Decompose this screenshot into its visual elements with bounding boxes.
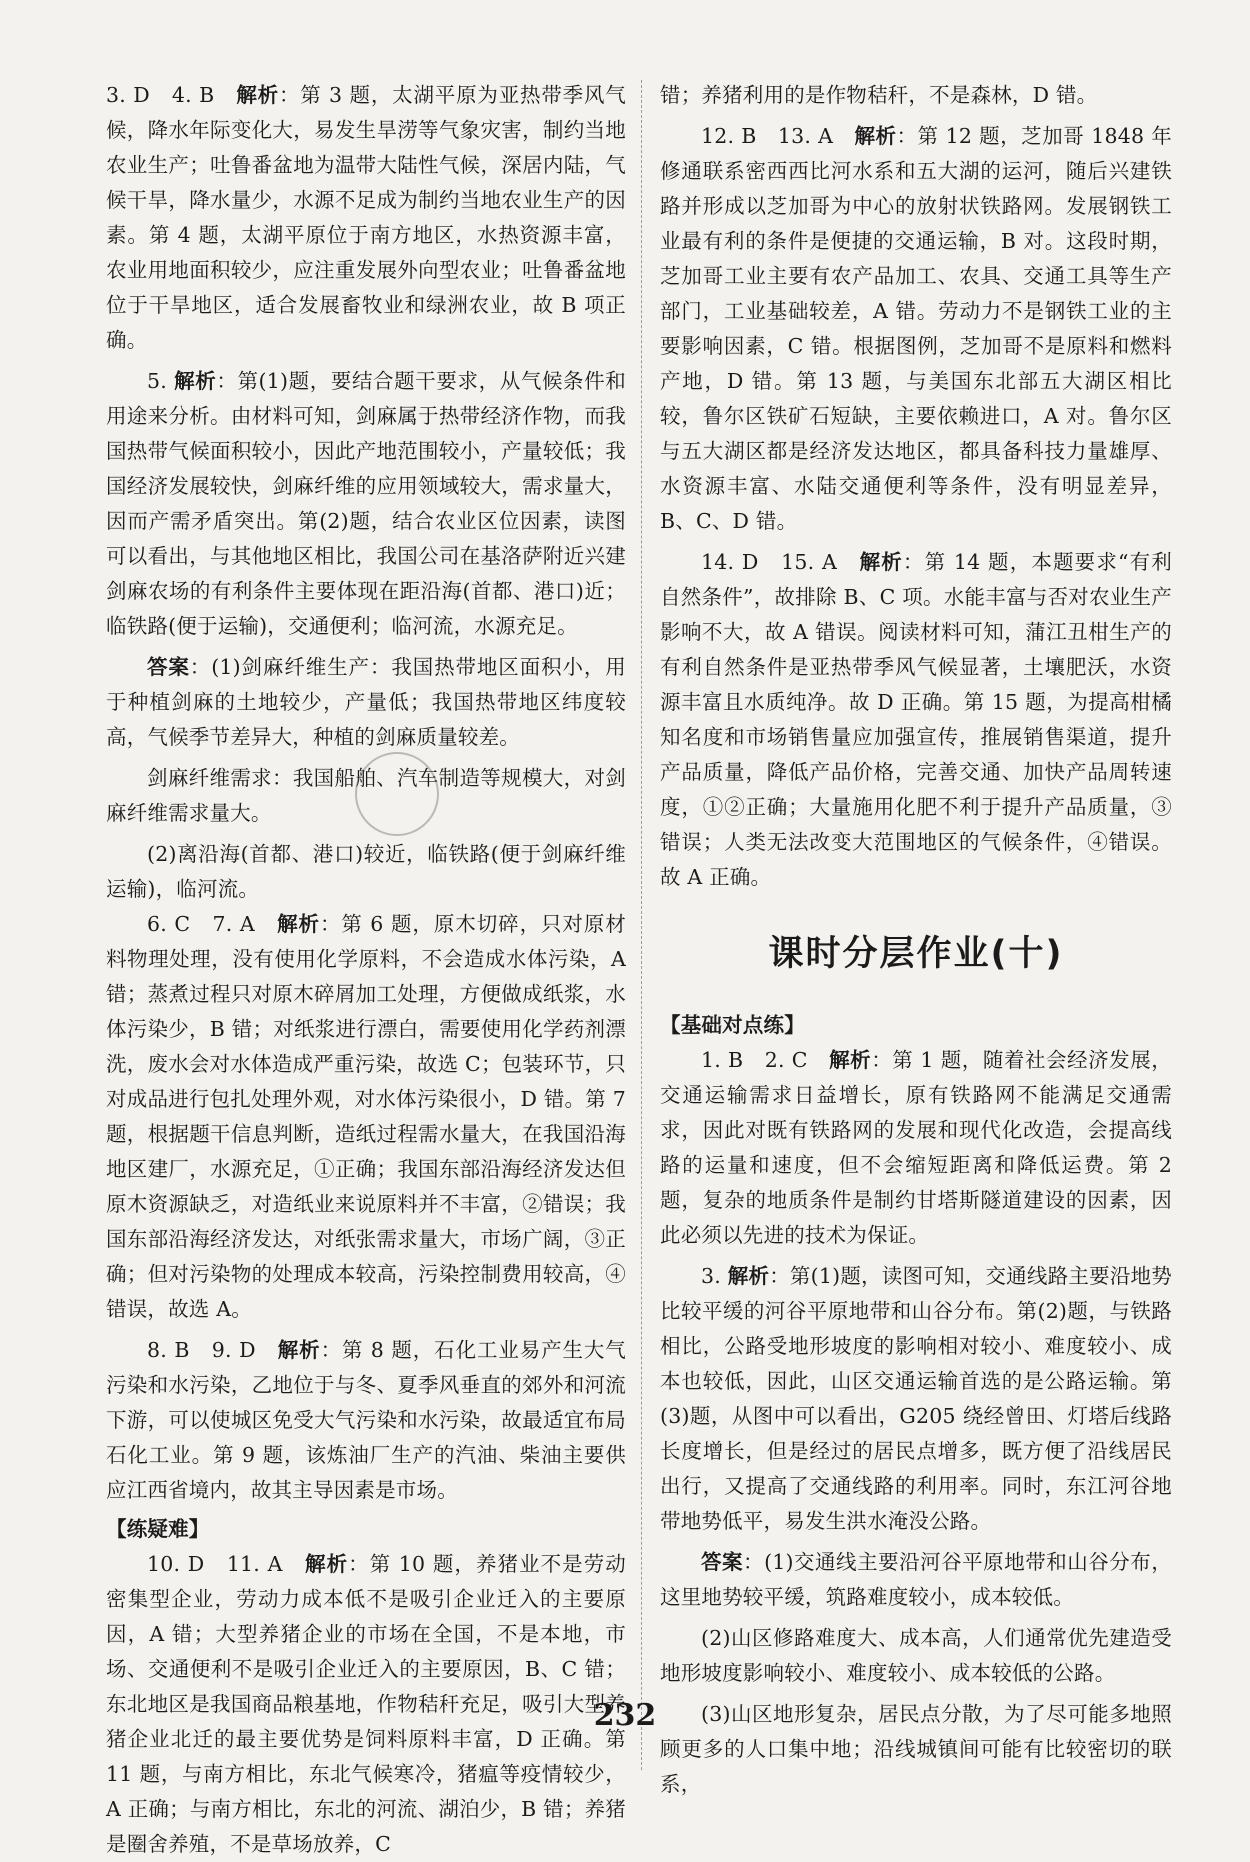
answer-q5-key-line2: 剑麻纤维需求：我国船舶、汽车制造等规模大，对剑麻纤维需求量大。 [106, 766, 626, 825]
right-column [660, 78, 1172, 1802]
answer-q5-key-line3: (2)离沿海(首都、港口)较近，临铁路(便于剑麻纤维运输)，临河流。 [106, 842, 626, 901]
answer-q6-7: 6. C 7. A 解析：第 6 题，原木切碎，只对原材料物理处理，没有使用化学原料，不会造成水体污染，A 错；蒸煮过程只对原木碎屑加工处理，方便做成纸浆，水体污染少，B 错；对纸浆进行漂白，需要使用化学药剂漂洗，废水会对水体造成严重污染，故选 C；包装环节，只对成品进行包扎处理外观，对水体污染很小，D 错。第 7 题，根据题干信息判断，造纸过程需水量大，在我国沿海地区建厂，水源充足，①正确；我国东部沿海经济发达但原木资源缺乏，对造纸业来说原料并不丰富，②错误；我国东部沿海经济发达，对纸张需求量大，市场广阔，③正确；但对污染物的处理成本较高，污染控制费用较高，④错误，故选 A。 [106, 912, 627, 1321]
watermark-left [330, 1180, 478, 1272]
left-column [106, 78, 626, 1862]
column-divider [641, 80, 642, 1770]
page-number: 232 [593, 1698, 657, 1733]
answer-q3-4: 3. D 4. B 解析：第 3 题，太湖平原为亚热带季风气候，降水年际变化大，易发生旱涝等气象灾害，制约当地农业生产；吐鲁番盆地为温带大陆性气候，深居内陆，气候干旱，降水量少，水源不足成为制约当地农业生产的因素。第 4 题，太湖平原位于南方地区，水热资源丰富，农业用地面积较少，应注重发展外向型农业；吐鲁番盆地位于干旱地区，适合发展畜牧业和绿洲农业，故 B 项正确。 [106, 83, 626, 352]
section-tag-basic: 【基础对点练】 [660, 1013, 805, 1037]
answer-q12-13: 12. B 13. A 解析：第 12 题，芝加哥 1848 年修通联系密西西比河水系和五大湖的运河，随后兴建铁路并形成以芝加哥为中心的放射状铁路网。发展钢铁工业最有利的条件是便捷的交通运输，B 对。这段时期，芝加哥工业主要有农产品加工、农具、交通工具等生产部门，工业基础较差，A 错。劳动力不是钢铁工业的主要影响因素，C 错。根据图例，芝加哥不是原料和燃料产地，D 错。第 13 题，与美国东北部五大湖区相比较，鲁尔区铁矿石短缺，主要依赖进口，A 对。鲁尔区与五大湖区都是经济发达地区，都具备科技力量雄厚、水资源丰富、水陆交通便利等条件，没有明显差异，B、C、D 错。 [660, 124, 1173, 533]
answer-q5: 5. 解析：第(1)题，要结合题干要求，从气候条件和用途来分析。由材料可知，剑麻属于热带经济作物，而我国热带气候面积较小，因此产地范围较小，产量较低；我国经济发展较快，剑麻纤维的应用领域较大，需求量大，因而产需矛盾突出。第(2)题，结合农业区位因素，读图可以看出，与其他地区相比，我国公司在基洛萨附近兴建剑麻农场的有利条件主要体现在距沿海(首都、港口)近；临铁路(便于运输)，交通便利；临河流，水源充足。 [106, 369, 626, 638]
answer-q1-2: 1. B 2. C 解析：第 1 题，随着社会经济发展，交通运输需求日益增长，原有铁路网不能满足交通需求，因此对既有铁路网的发展和现代化改造，会提高线路的运量和速度，但不会缩短距离和降低运费。第 2 题，复杂的地质条件是制约甘塔斯隧道建设的因素，因此必须以先进的技术为保证。 [660, 1048, 1172, 1247]
answer-q10-11: 10. D 11. A 解析：第 10 题，养猪业不是劳动密集型企业，劳动力成本低不是吸引企业迁入的主要原因，A 错；大型养猪企业的市场在全国，不是本地，市场、交通便利不是吸引企业迁入的主要原因，B、C 错；东北地区是我国商品粮基地，作物秸秆充足，吸引大型养猪企业北迁的最主要优势是饲料原料丰富，D 正确。第 11 题，与南方相比，东北气候寒冷，猪瘟等疫情较少，A 正确；与南方相比，东北的河流、湖泊少，B 错；养猪是圈舍养殖，不是草场放养，C [106, 1552, 626, 1856]
stamp-mark [355, 752, 439, 836]
answer-q3-key: 答案：(1)交通线主要沿河谷平原地带和山谷分布，这里地势较平缓，筑路难度较小，成本较低。 [660, 1550, 1173, 1609]
answer-q3-key-line2: (2)山区修路难度大、成本高，人们通常优先建造受地形坡度影响较小、难度较小、成本较低的公路。 [660, 1626, 1172, 1685]
answer-q3: 3. 解析：第(1)题，读图可知，交通线路主要沿地势比较平缓的河谷平原地带和山谷分布。第(2)题，与铁路相比，公路受地形坡度的影响相对较小、难度较小、成本也较低，因此，山区交通运输首选的是公路运输。第(3)题，从图中可以看出，G205 绕经曾田、灯塔后线路长度增长，但是经过的居民点增多，既方便了沿线居民出行，又提高了交通线路的利用率。同时，东江河谷地带地势低平，易发生洪水淹没公路。 [660, 1264, 1172, 1533]
answer-q3-key-line3: (3)山区地形复杂，居民点分散，为了尽可能多地照顾更多的人口集中地；沿线城镇间可能有比较密切的联系， [660, 1702, 1172, 1796]
section-title: 课时分层作业(十) [768, 934, 1064, 974]
answer-q8-9: 8. B 9. D 解析：第 8 题，石化工业易产生大气污染和水污染，乙地位于与冬、夏季风垂直的郊外和河流下游，可以使城区免受大气污染和水污染，故最适宜布局石化工业。第 9 题，该炼油厂生产的汽油、柴油主要供应江西省境内，故其主导因素是市场。 [106, 1338, 626, 1502]
section-tag-difficult: 【练疑难】 [106, 1517, 210, 1541]
answer-q11-continued: 错；养猪利用的是作物秸秆，不是森林，D 错。 [660, 83, 1098, 107]
answer-q14-15: 14. D 15. A 解析：第 14 题，本题要求“有利自然条件”，故排除 B、C 项。水能丰富与否对农业生产影响不大，故 A 错误。阅读材料可知，蒲江丑柑生产的有利自然条件是亚热带季风气候显著，土壤肥沃，水资源丰富且水质纯净。故 D 正确。第 15 题，为提高柑橘知名度和市场销售量应加强宣传，推展销售渠道，提升产品质量，降低产品价格，完善交通、加快产品周转速度，①②正确；大量施用化肥不利于提升产品质量，③错误；人类无法改变大范围地区的气候条件，④错误。故 A 正确。 [660, 550, 1172, 889]
answer-q5-key: 答案：(1)剑麻纤维生产：我国热带地区面积小，用于种植剑麻的土地较少，产量低；我国热带地区纬度较高，气候季节差异大，种植的剑麻质量较差。 [106, 655, 626, 749]
